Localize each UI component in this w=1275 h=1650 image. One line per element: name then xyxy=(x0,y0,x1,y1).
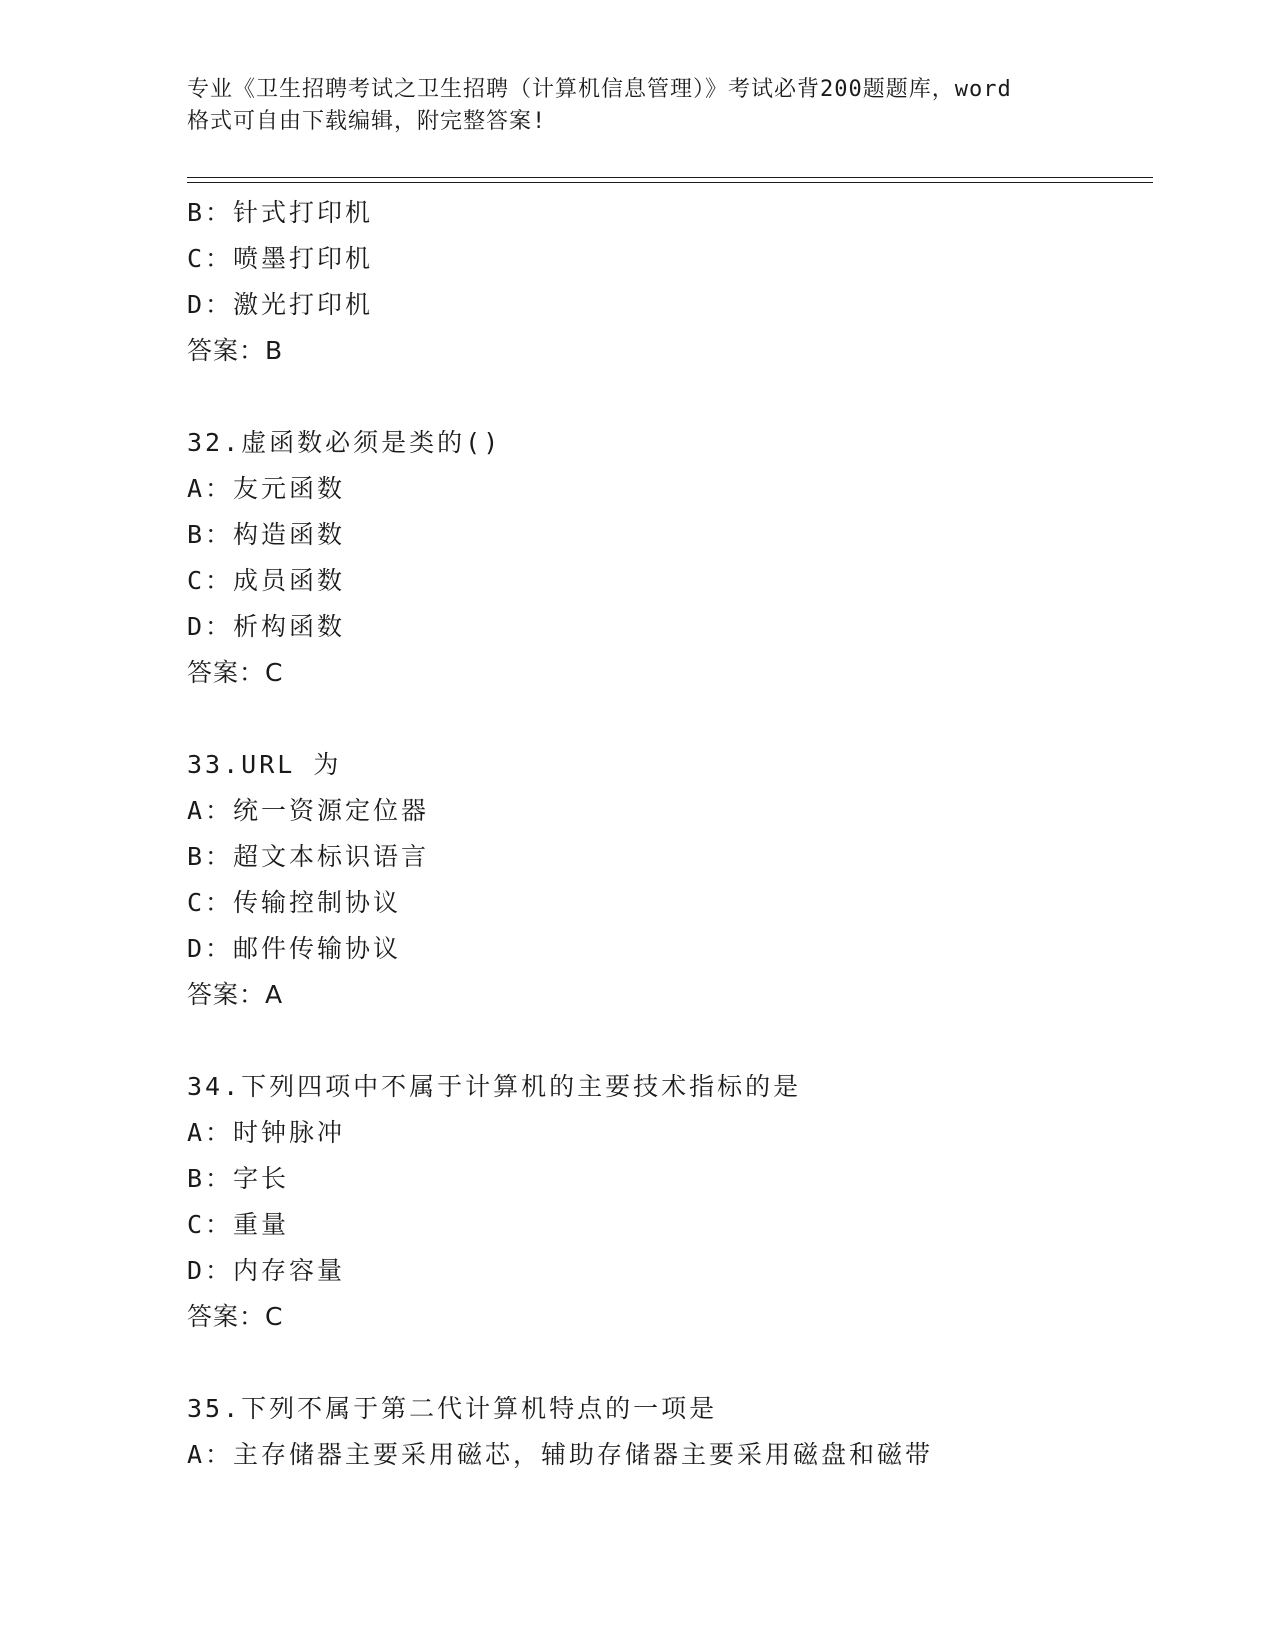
header-divider-bottom xyxy=(187,182,1153,183)
spacer xyxy=(187,374,1153,420)
option-d: D：析构函数 xyxy=(187,612,346,641)
spacer xyxy=(187,1018,1153,1064)
question-block-32 xyxy=(187,420,1153,696)
answer-label: 答案：B xyxy=(187,336,284,365)
option-d: D：内存容量 xyxy=(187,1256,346,1285)
option-a: A：时钟脉冲 xyxy=(187,1118,346,1147)
document-header xyxy=(187,74,1087,138)
option-a: A：友元函数 xyxy=(187,474,346,503)
question-block-33 xyxy=(187,742,1153,1018)
question-text: 33.URL 为 xyxy=(187,750,342,779)
header-title-line-1: 专业《卫生招聘考试之卫生招聘（计算机信息管理）》考试必背200题题库，word xyxy=(187,77,1012,102)
question-text: 34.下列四项中不属于计算机的主要技术指标的是 xyxy=(187,1072,802,1101)
option-d: D：邮件传输协议 xyxy=(187,934,402,963)
question-list xyxy=(187,190,1153,1478)
option-c: C：重量 xyxy=(187,1210,290,1239)
option-b: B：超文本标识语言 xyxy=(187,842,430,871)
question-block-35 xyxy=(187,1386,1153,1478)
option-b: B：构造函数 xyxy=(187,520,346,549)
answer-label: 答案：C xyxy=(187,658,284,687)
option-c: C：成员函数 xyxy=(187,566,346,595)
spacer xyxy=(187,696,1153,742)
header-title-line-2: 格式可自由下载编辑，附完整答案! xyxy=(187,109,547,134)
answer-label: 答案：C xyxy=(187,1302,284,1331)
option-b: B：字长 xyxy=(187,1164,290,1193)
option-d: D：激光打印机 xyxy=(187,290,374,319)
option-b: B：针式打印机 xyxy=(187,198,374,227)
spacer xyxy=(187,1340,1153,1386)
option-a: A：统一资源定位器 xyxy=(187,796,430,825)
header-divider-top xyxy=(187,177,1153,178)
option-a: A：主存储器主要采用磁芯，辅助存储器主要采用磁盘和磁带 xyxy=(187,1440,934,1469)
option-c: C：传输控制协议 xyxy=(187,888,402,917)
question-block-34 xyxy=(187,1064,1153,1340)
answer-label: 答案：A xyxy=(187,980,284,1009)
question-block-31 xyxy=(187,190,1153,374)
question-text: 35.下列不属于第二代计算机特点的一项是 xyxy=(187,1394,718,1423)
question-text: 32.虚函数必须是类的() xyxy=(187,428,502,457)
option-c: C：喷墨打印机 xyxy=(187,244,374,273)
